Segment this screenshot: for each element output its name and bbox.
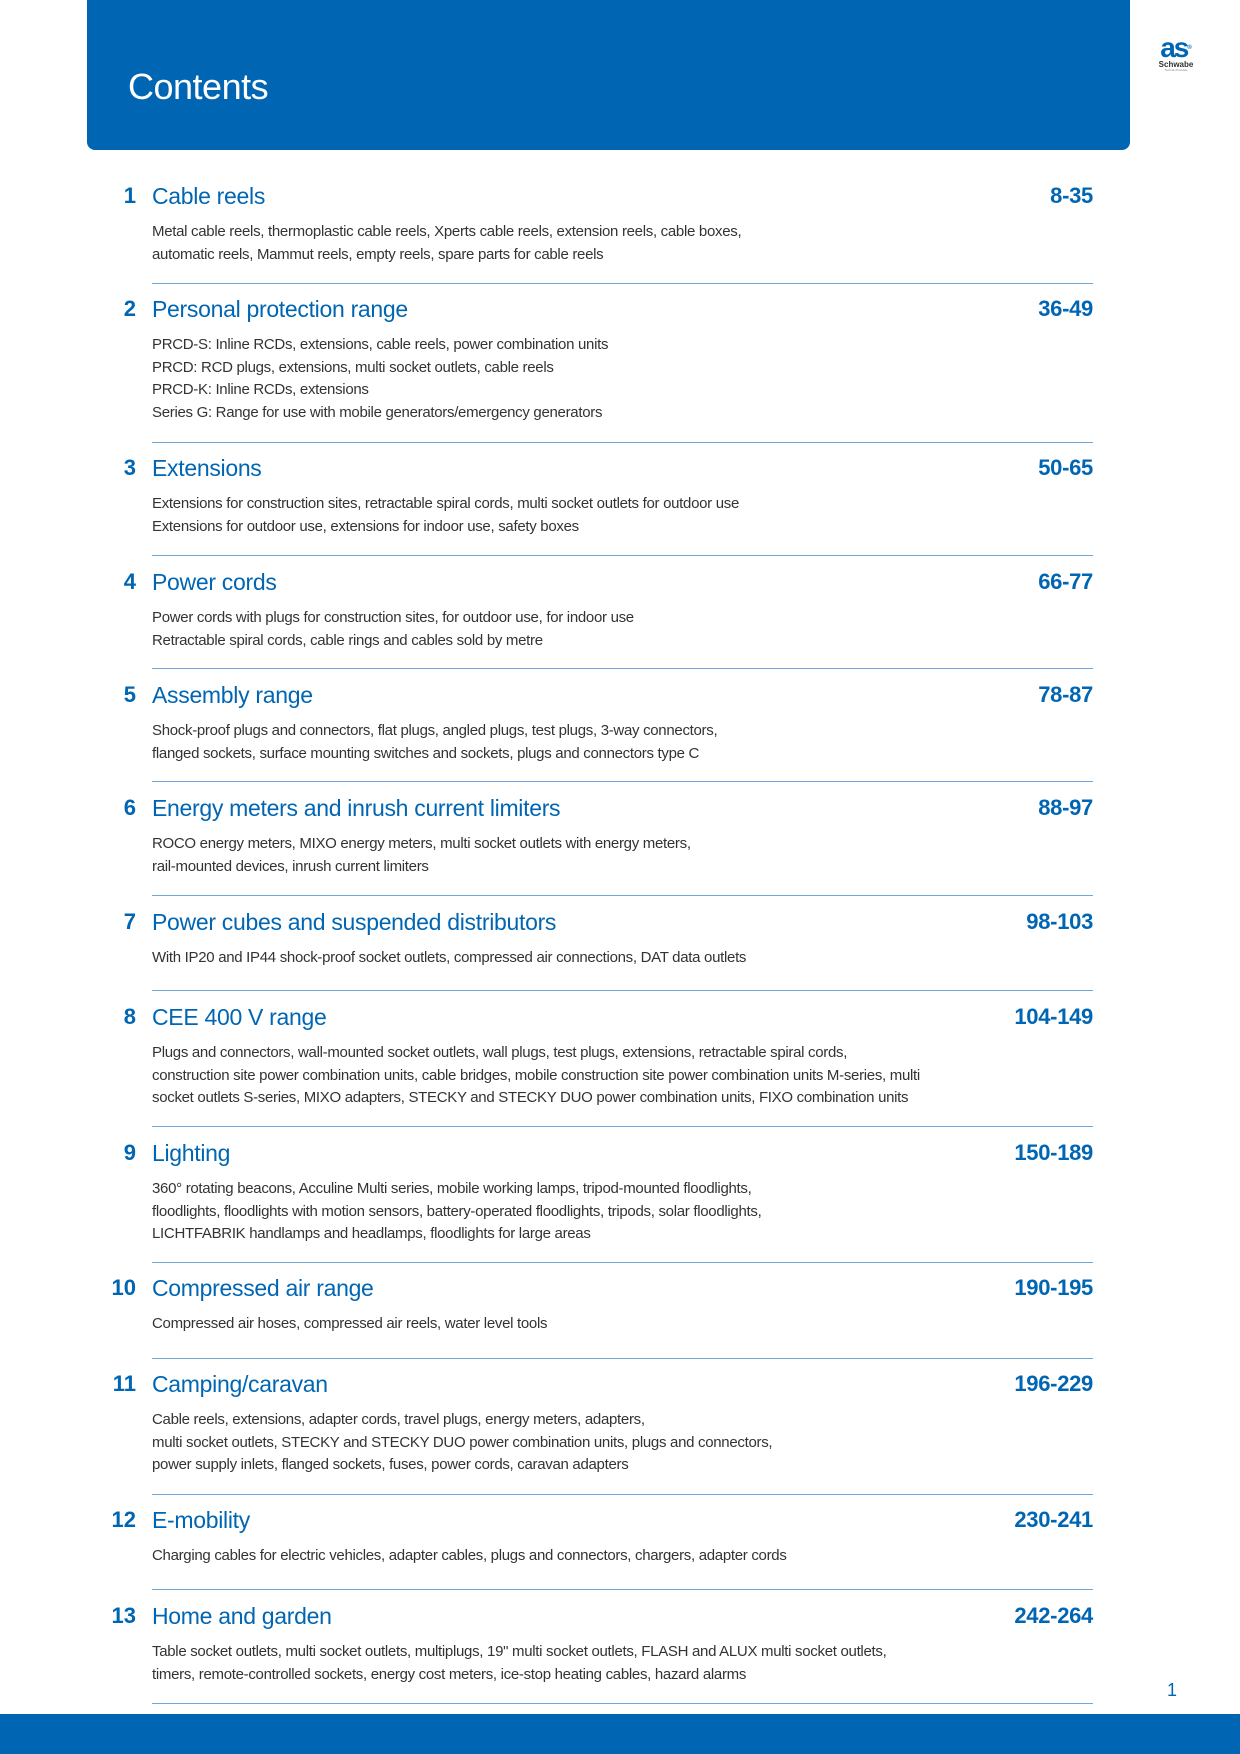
page-title: Contents	[128, 66, 269, 107]
description-line: floodlights, floodlights with motion sensors, battery-operated floodlights, tripods, solar floodlights,	[152, 1202, 762, 1220]
section-pages[interactable]: 190-195	[1014, 1275, 1093, 1300]
section-description	[152, 493, 972, 538]
logo-mark: as®	[1160, 32, 1192, 63]
section-pages[interactable]: 242-264	[1014, 1603, 1093, 1628]
section-pages[interactable]: 196-229	[1014, 1371, 1093, 1396]
section-title[interactable]: Extensions	[152, 455, 262, 481]
section-divider	[152, 1126, 1093, 1127]
description-line: timers, remote-controlled sockets, energy cost meters, ice-stop heating cables, hazard alarms	[152, 1665, 747, 1683]
section-number: 12	[111, 1507, 136, 1532]
description-line: Extensions for outdoor use, extensions for indoor use, safety boxes	[152, 517, 579, 535]
section-number: 8	[123, 1004, 136, 1029]
description-line: Compressed air hoses, compressed air reels, water level tools	[152, 1315, 548, 1332]
section-title[interactable]: CEE 400 V range	[152, 1004, 327, 1030]
section-description	[152, 1641, 972, 1686]
description-line: Table socket outlets, multi socket outlets, multiplugs, 19" multi socket outlets, FLASH and ALUX multi socket outlets,	[152, 1643, 887, 1660]
section-description	[152, 720, 972, 765]
section-divider	[152, 283, 1093, 284]
schwabe-logo	[1154, 32, 1198, 72]
description-line: flanged sockets, surface mounting switches and sockets, plugs and connectors type C	[152, 744, 700, 762]
logo-subtitle: Technik-Produkte	[1164, 68, 1188, 72]
section-pages[interactable]: 8-35	[1050, 183, 1093, 208]
section-description	[152, 1042, 972, 1110]
section-title[interactable]: Power cords	[152, 569, 277, 595]
description-line: LICHTFABRIK handlamps and headlamps, floodlights for large areas	[152, 1225, 591, 1242]
section-description	[152, 221, 972, 266]
section-title[interactable]: Personal protection range	[152, 296, 408, 322]
section-divider	[152, 1262, 1093, 1263]
description-line: Plugs and connectors, wall-mounted socket outlets, wall plugs, test plugs, extensions, retractable spiral cords,	[152, 1044, 848, 1061]
section-pages[interactable]: 104-149	[1014, 1004, 1093, 1029]
section-title[interactable]: Assembly range	[152, 682, 313, 708]
section-pages[interactable]: 150-189	[1014, 1140, 1093, 1165]
section-divider	[152, 1703, 1093, 1704]
section-description	[152, 1178, 972, 1246]
section-description	[152, 833, 972, 878]
description-line: Shock-proof plugs and connectors, flat plugs, angled plugs, test plugs, 3-way connectors,	[152, 722, 718, 739]
footer-band	[0, 1714, 1240, 1754]
section-title[interactable]: Camping/caravan	[152, 1371, 328, 1397]
section-title[interactable]: Compressed air range	[152, 1275, 374, 1301]
section-description	[152, 607, 972, 652]
section-pages[interactable]: 66-77	[1038, 569, 1093, 594]
description-line: With IP20 and IP44 shock-proof socket outlets, compressed air connections, DAT data outlets	[152, 949, 747, 966]
logo-name: Schwabe	[1158, 60, 1194, 69]
section-pages[interactable]: 98-103	[1026, 909, 1093, 934]
section-title[interactable]: Lighting	[152, 1140, 231, 1166]
section-divider	[152, 781, 1093, 782]
section-description	[152, 1409, 972, 1477]
section-pages[interactable]: 88-97	[1038, 795, 1093, 820]
section-number: 1	[123, 183, 136, 208]
section-title[interactable]: Cable reels	[152, 183, 266, 209]
section-pages[interactable]: 78-87	[1038, 682, 1093, 707]
section-title[interactable]: E-mobility	[152, 1507, 250, 1533]
section-divider	[152, 895, 1093, 896]
description-line: Power cords with plugs for construction sites, for outdoor use, for indoor use	[152, 609, 634, 626]
header-band	[87, 0, 1130, 150]
section-number: 13	[111, 1603, 136, 1628]
description-line: PRCD: RCD plugs, extensions, multi socket outlets, cable reels	[152, 358, 554, 376]
description-line: construction site power combination units, cable bridges, mobile construction site power combination units M-series, multi	[152, 1066, 920, 1084]
section-number: 7	[123, 909, 136, 934]
description-line: socket outlets S-series, MIXO adapters, STECKY and STECKY DUO power combination units, FIXO combination units	[152, 1089, 909, 1106]
page-number: 1	[1166, 1680, 1177, 1700]
description-line: ROCO energy meters, MIXO energy meters, multi socket outlets with energy meters,	[152, 835, 691, 852]
description-line: Series G: Range for use with mobile generators/emergency generators	[152, 403, 603, 421]
description-line: Extensions for construction sites, retractable spiral cords, multi socket outlets for outdoor use	[152, 495, 740, 512]
section-divider	[152, 990, 1093, 991]
section-divider	[152, 442, 1093, 443]
section-number: 2	[123, 296, 136, 321]
section-description	[152, 1545, 972, 1568]
description-line: power supply inlets, flanged sockets, fuses, power cords, caravan adapters	[152, 1456, 629, 1473]
section-title[interactable]: Power cubes and suspended distributors	[152, 909, 557, 935]
description-line: rail-mounted devices, inrush current limiters	[152, 857, 429, 875]
description-line: 360° rotating beacons, Acculine Multi series, mobile working lamps, tripod-mounted floodlights,	[152, 1180, 752, 1197]
section-divider	[152, 1358, 1093, 1359]
description-line: PRCD-S: Inline RCDs, extensions, cable reels, power combination units	[152, 336, 609, 353]
section-divider	[152, 1589, 1093, 1590]
section-number: 9	[123, 1140, 136, 1165]
section-description	[152, 334, 972, 424]
section-pages[interactable]: 230-241	[1014, 1507, 1093, 1532]
description-line: Cable reels, extensions, adapter cords, travel plugs, energy meters, adapters,	[152, 1411, 645, 1428]
description-line: Retractable spiral cords, cable rings and cables sold by metre	[152, 631, 543, 649]
description-line: Charging cables for electric vehicles, adapter cables, plugs and connectors, chargers, adapter cords	[152, 1547, 787, 1564]
section-divider	[152, 668, 1093, 669]
description-line: Metal cable reels, thermoplastic cable reels, Xperts cable reels, extension reels, cable boxes,	[152, 223, 742, 240]
section-pages[interactable]: 50-65	[1038, 455, 1093, 480]
logo-mark-text: as	[1160, 32, 1188, 63]
section-number: 4	[123, 569, 136, 594]
section-divider	[152, 1494, 1093, 1495]
section-number: 5	[123, 682, 136, 707]
section-title[interactable]: Home and garden	[152, 1603, 332, 1629]
description-line: multi socket outlets, STECKY and STECKY DUO power combination units, plugs and connectors,	[152, 1433, 773, 1451]
section-number: 6	[123, 795, 136, 820]
section-number: 11	[112, 1371, 136, 1396]
description-line: automatic reels, Mammut reels, empty reels, spare parts for cable reels	[152, 245, 604, 263]
section-number: 10	[111, 1275, 136, 1300]
section-description	[152, 1313, 972, 1336]
section-description	[152, 947, 972, 970]
section-divider	[152, 555, 1093, 556]
description-line: PRCD-K: Inline RCDs, extensions	[152, 381, 369, 398]
section-number: 3	[123, 455, 136, 480]
section-pages[interactable]: 36-49	[1038, 296, 1093, 321]
section-title[interactable]: Energy meters and inrush current limiters	[152, 795, 561, 821]
